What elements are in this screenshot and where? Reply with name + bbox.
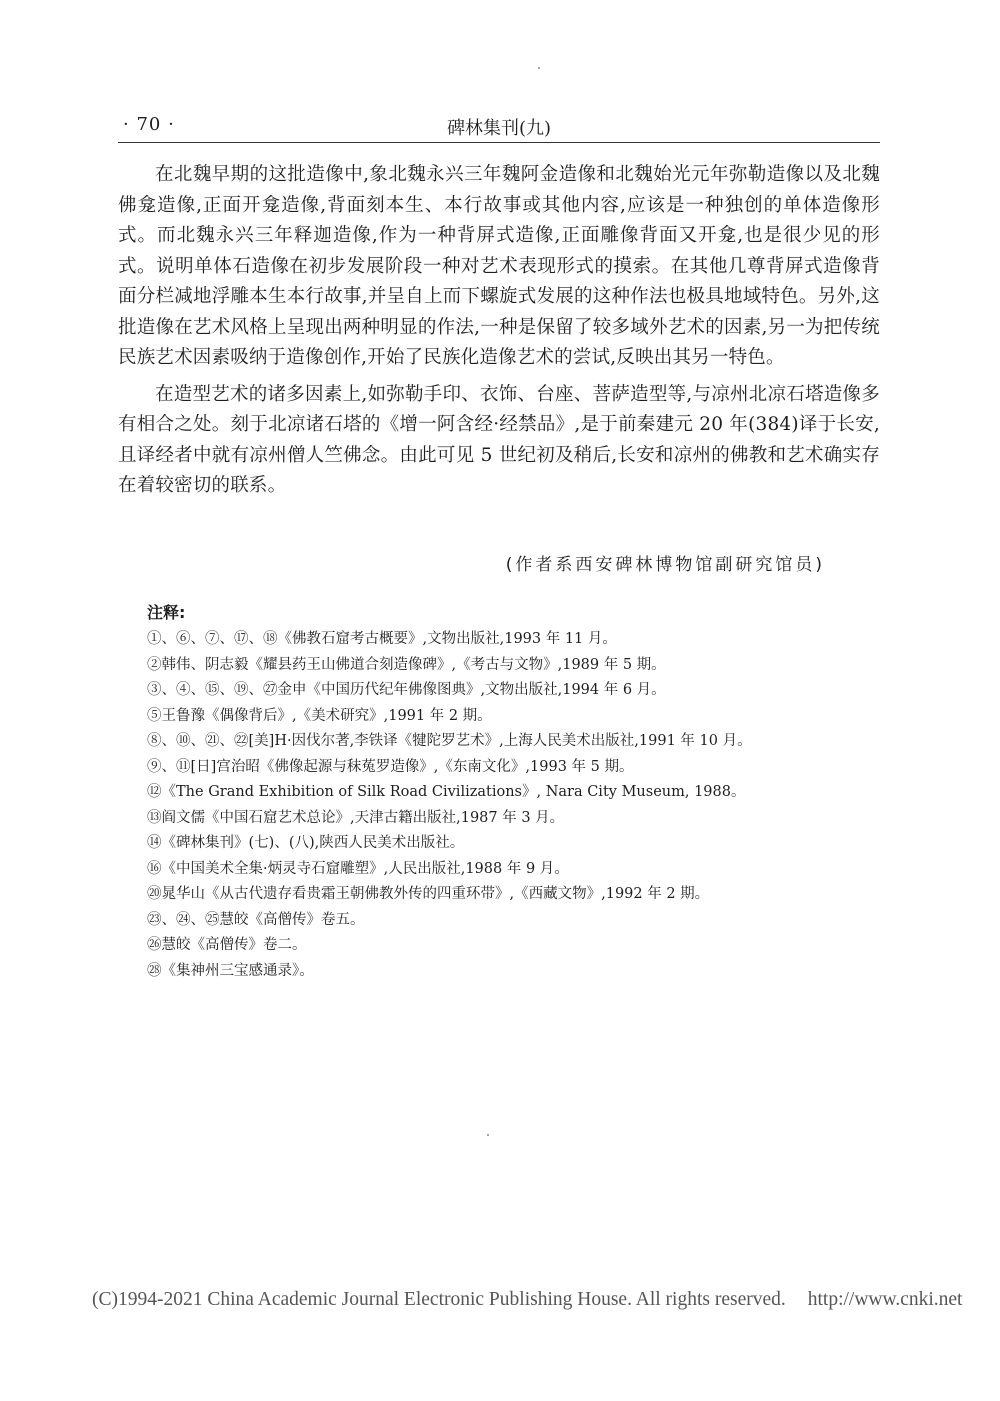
note-item: ①、⑥、⑦、⑰、⑱《佛教石窟考古概要》,文物出版社,1993 年 11 月。 (147, 631, 617, 647)
note-item: ⑳晁华山《从古代遗存看贵霜王朝佛教外传的四重环带》,《西藏文物》,1992 年 2 期。 (147, 886, 710, 902)
page-number: · 70 · (123, 114, 175, 135)
note-item: ㉖慧皎《高僧传》卷二。 (147, 937, 307, 953)
notes-section (147, 600, 877, 984)
paragraph: 在造型艺术的诸多因素上,如弥勒手印、衣饰、台座、菩萨造型等,与凉州北凉石塔造像多有相合之处。刻于北凉诸石塔的《增一阿含经·经禁品》,是于前秦建元 20 年(384)译于长安,且译经者中就有凉州僧人竺佛念。由此可见 5 世纪初及稍后,长安和凉州的佛教和艺术确实存在着较密切的联系。 (118, 383, 880, 496)
note-item: ⑫《The Grand Exhibition of Silk Road Civilizations》, Nara City Museum, 1988。 (147, 784, 746, 800)
article-body (118, 160, 880, 508)
note-list (147, 627, 877, 984)
note-item: ⑧、⑩、㉑、㉒[美]H·因伐尔著,李铁译《犍陀罗艺术》,上海人民美术出版社,1991 年 10 月。 (147, 733, 752, 749)
note-item: ⑬阎文儒《中国石窟艺术总论》,天津古籍出版社,1987 年 3 月。 (147, 809, 565, 826)
journal-title: 碑林集刊(九) (446, 118, 552, 139)
note-item: ②韩伟、阴志毅《耀县药王山佛道合刻造像碑》,《考古与文物》,1989 年 5 期。 (147, 656, 666, 673)
cnki-url: http://www.cnki.net (807, 1289, 963, 1310)
copyright-text: (C)1994-2021 China Academic Journal Electronic Publishing House. All rights reserved. (92, 1289, 786, 1310)
notes-heading: 注释: (147, 603, 186, 622)
note-item: ③、④、⑮、⑲、㉗金申《中国历代纪年佛像图典》,文物出版社,1994 年 6 月。 (147, 682, 666, 698)
author-affiliation: (作者系西安碑林博物馆副研究馆员) (505, 555, 825, 575)
scan-speck (538, 67, 540, 69)
note-item: ㉘《集神州三宝感通录》。 (147, 962, 314, 979)
copyright-footer (92, 1289, 997, 1311)
note-item: ⑯《中国美术全集·炳灵寺石窟雕塑》,人民出版社,1988 年 9 月。 (147, 860, 569, 877)
note-item: ⑤王鲁豫《偶像背后》,《美术研究》,1991 年 2 期。 (147, 707, 492, 724)
paragraph: 在北魏早期的这批造像中,象北魏永兴三年魏阿金造像和北魏始光元年弥勒造像以及北魏佛龛造像,正面开龛造像,背面刻本生、本行故事或其他内容,应该是一种独创的单体造像形式。而北魏永兴三年释迦造像,作为一种背屏式造像,正面雕像背面又开龛,也是很少见的形式。说明单体石造像在初步发展阶段一种对艺术表现形式的摸索。在其他几尊背屏式造像背面分栏减地浮雕本生本行故事,并呈自上而下螺旋式发展的这种作法也极具地域特色。另外,这批造像在艺术风格上呈现出两种明显的作法,一种是保留了较多域外艺术的因素,另一为把传统民族艺术因素吸纳于造像创作,开始了民族化造像艺术的尝试,反映出其另一特色。 (118, 164, 880, 368)
page-header (118, 112, 880, 143)
note-item: ⑭《碑林集刊》(七)、(八),陕西人民美术出版社。 (147, 835, 465, 851)
note-item: ⑨、⑪[日]宫治昭《佛像起源与秣菟罗造像》,《东南文化》,1993 年 5 期。 (147, 758, 634, 775)
scan-speck (487, 1134, 489, 1136)
note-item: ㉓、㉔、㉕慧皎《高僧传》卷五。 (147, 911, 365, 928)
